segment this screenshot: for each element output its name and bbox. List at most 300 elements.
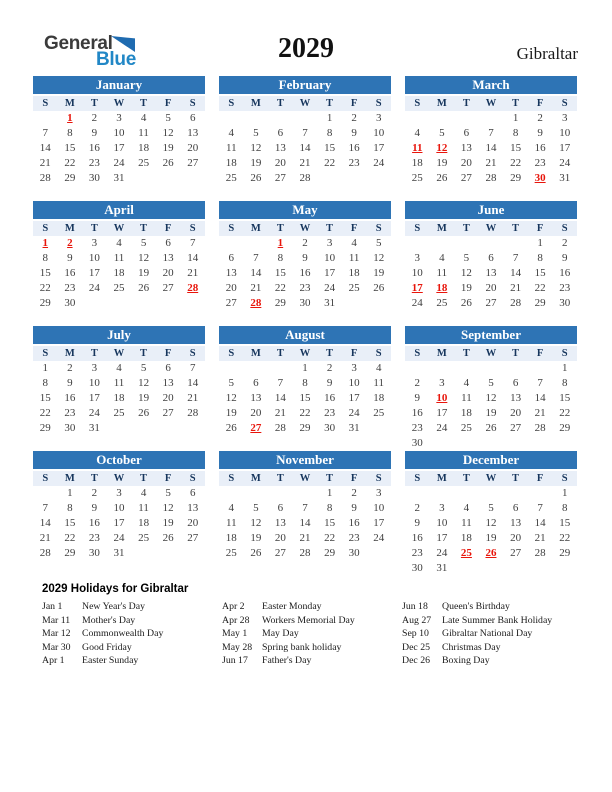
weekday-cell: T: [512, 223, 520, 234]
day-cell: 25: [436, 297, 448, 309]
month-title: July: [33, 326, 205, 344]
weekday-header: [219, 96, 391, 111]
day-cell: 25: [113, 282, 125, 294]
weekday-cell: T: [326, 348, 334, 359]
weekday-cell: M: [250, 473, 261, 484]
holiday-day-cell: 17: [411, 282, 423, 294]
empty-day-cell: [33, 111, 58, 126]
weekday-cell: M: [436, 98, 447, 109]
day-cell: 20: [162, 267, 174, 279]
empty-day-cell: [454, 111, 479, 126]
weekday-cell: S: [189, 98, 196, 109]
day-cell: 17: [88, 267, 100, 279]
day-cell: 7: [189, 362, 196, 374]
empty-day-cell: [528, 486, 553, 501]
day-cell: 7: [42, 502, 49, 514]
day-cell: 27: [460, 172, 472, 184]
day-cell: 2: [561, 237, 568, 249]
day-cell: 23: [534, 157, 546, 169]
day-cell: 22: [64, 532, 76, 544]
weekday-cell: S: [189, 223, 196, 234]
day-cell: 19: [485, 532, 497, 544]
day-cell: 8: [67, 502, 73, 514]
day-cell: 21: [250, 282, 262, 294]
empty-day-cell: [219, 361, 244, 376]
weekday-cell: F: [350, 473, 358, 484]
day-cell: 8: [42, 252, 49, 264]
day-cell: 6: [277, 127, 284, 139]
day-cell: 14: [39, 142, 51, 154]
day-cell: 3: [116, 487, 122, 499]
weekday-cell: F: [350, 98, 358, 109]
day-cell: 27: [225, 297, 237, 309]
holiday-date: Jun 18: [402, 601, 428, 612]
day-cell: 3: [375, 112, 382, 124]
day-cell: 1: [512, 112, 519, 124]
day-cell: 5: [439, 127, 445, 139]
day-cell: 6: [512, 502, 519, 514]
day-cell: 24: [113, 157, 125, 169]
weekday-cell: S: [375, 473, 382, 484]
day-cell: 2: [91, 487, 98, 499]
weekday-cell: F: [536, 348, 544, 359]
day-cell: 4: [463, 502, 470, 514]
day-cell: 25: [138, 532, 150, 544]
holiday-name: New Year's Day: [82, 601, 145, 612]
weekday-header: [219, 471, 391, 486]
day-cell: 18: [373, 392, 385, 404]
day-cell: 24: [113, 532, 125, 544]
holiday-item: [42, 654, 163, 668]
day-cell: 20: [162, 392, 174, 404]
day-cell: 13: [225, 267, 237, 279]
day-cell: 3: [326, 237, 333, 249]
day-cell: 20: [187, 142, 199, 154]
weekday-cell: T: [140, 98, 148, 109]
day-cell: 25: [373, 407, 385, 419]
day-cell: 21: [39, 532, 51, 544]
day-cell: 10: [436, 517, 448, 529]
day-cell: 17: [88, 392, 100, 404]
day-cell: 3: [561, 112, 568, 124]
holiday-day-cell: 12: [436, 142, 448, 154]
holiday-date: May 1: [222, 628, 248, 639]
month-days-grid: [219, 236, 391, 311]
empty-day-cell: [454, 236, 479, 251]
day-cell: 20: [187, 517, 199, 529]
holiday-item: [402, 600, 552, 614]
day-cell: 16: [559, 267, 571, 279]
weekday-cell: M: [64, 223, 75, 234]
day-cell: 26: [373, 282, 385, 294]
weekday-cell: T: [90, 348, 98, 359]
day-cell: 15: [274, 267, 286, 279]
empty-day-cell: [405, 236, 430, 251]
holiday-date: Jun 17: [222, 655, 248, 666]
day-cell: 22: [510, 157, 522, 169]
weekday-cell: F: [164, 473, 172, 484]
day-cell: 5: [463, 252, 470, 264]
day-cell: 1: [326, 487, 333, 499]
month-block: [33, 451, 205, 576]
weekday-cell: W: [113, 98, 125, 109]
month-days-grid: [33, 486, 205, 561]
day-cell: 26: [225, 422, 237, 434]
empty-day-cell: [528, 361, 553, 376]
day-cell: 4: [116, 237, 122, 249]
weekday-cell: W: [113, 223, 125, 234]
day-cell: 4: [351, 237, 357, 249]
day-cell: 25: [348, 282, 360, 294]
weekday-cell: M: [64, 473, 75, 484]
empty-day-cell: [405, 361, 430, 376]
day-cell: 25: [138, 157, 150, 169]
weekday-cell: S: [189, 348, 196, 359]
weekday-cell: F: [536, 98, 544, 109]
day-cell: 17: [559, 142, 571, 154]
empty-day-cell: [479, 111, 504, 126]
day-cell: 14: [187, 252, 199, 264]
empty-day-cell: [244, 486, 269, 501]
empty-day-cell: [479, 236, 504, 251]
month-days-grid: [219, 361, 391, 436]
weekday-cell: W: [299, 473, 311, 484]
day-cell: 27: [274, 547, 286, 559]
day-cell: 28: [299, 547, 311, 559]
weekday-cell: F: [164, 223, 172, 234]
day-cell: 11: [436, 267, 448, 279]
day-cell: 19: [138, 267, 150, 279]
day-cell: 29: [39, 422, 51, 434]
empty-day-cell: [503, 486, 528, 501]
day-cell: 15: [39, 267, 51, 279]
day-cell: 8: [537, 252, 543, 264]
weekday-cell: F: [536, 223, 544, 234]
day-cell: 7: [512, 252, 519, 264]
day-cell: 30: [299, 297, 311, 309]
holiday-item: [402, 614, 552, 628]
day-cell: 13: [162, 252, 174, 264]
day-cell: 15: [64, 517, 76, 529]
day-cell: 5: [253, 127, 259, 139]
holiday-item: [402, 627, 552, 641]
day-cell: 7: [537, 502, 543, 514]
weekday-cell: S: [228, 348, 235, 359]
day-cell: 14: [299, 142, 311, 154]
holiday-day-cell: 30: [534, 172, 546, 184]
day-cell: 10: [559, 127, 571, 139]
day-cell: 20: [510, 532, 522, 544]
day-cell: 23: [411, 422, 423, 434]
day-cell: 18: [113, 267, 125, 279]
holiday-name: Mother's Day: [82, 614, 136, 626]
empty-day-cell: [219, 486, 244, 501]
day-cell: 28: [39, 172, 51, 184]
day-cell: 21: [534, 532, 546, 544]
month-title: October: [33, 451, 205, 469]
day-cell: 6: [165, 237, 171, 249]
day-cell: 30: [64, 422, 76, 434]
day-cell: 24: [348, 407, 360, 419]
day-cell: 29: [39, 297, 51, 309]
weekday-cell: T: [276, 348, 284, 359]
day-cell: 17: [436, 407, 448, 419]
day-cell: 13: [485, 267, 497, 279]
day-cell: 13: [510, 517, 522, 529]
day-cell: 1: [561, 362, 568, 374]
month-block: [405, 201, 577, 326]
holiday-item: [222, 614, 355, 628]
weekday-cell: W: [485, 348, 497, 359]
day-cell: 11: [373, 377, 384, 389]
day-cell: 4: [228, 127, 235, 139]
weekday-cell: S: [42, 98, 49, 109]
holiday-date: Dec 26: [402, 655, 431, 666]
day-cell: 7: [253, 252, 259, 264]
logo-general-text: General: [44, 33, 113, 54]
day-cell: 23: [411, 547, 423, 559]
holiday-date: Aug 27: [402, 614, 432, 626]
month-title: May: [219, 201, 391, 219]
day-cell: 26: [162, 157, 174, 169]
day-cell: 11: [138, 127, 149, 139]
day-cell: 28: [39, 547, 51, 559]
holiday-date: Jan 1: [42, 601, 63, 612]
day-cell: 9: [537, 127, 543, 139]
day-cell: 18: [225, 532, 237, 544]
day-cell: 11: [113, 377, 125, 389]
weekday-cell: S: [42, 223, 49, 234]
day-cell: 21: [299, 532, 311, 544]
weekday-cell: S: [228, 98, 235, 109]
weekday-cell: S: [375, 223, 382, 234]
weekday-cell: T: [140, 473, 148, 484]
day-cell: 15: [64, 142, 76, 154]
day-cell: 31: [113, 547, 125, 559]
day-cell: 30: [411, 562, 423, 574]
day-cell: 29: [274, 297, 286, 309]
weekday-cell: W: [299, 98, 311, 109]
day-cell: 3: [439, 502, 445, 514]
holidays-section: [0, 583, 612, 670]
day-cell: 14: [39, 517, 51, 529]
weekday-cell: F: [350, 223, 358, 234]
month-days-grid: [405, 111, 577, 186]
day-cell: 13: [187, 127, 199, 139]
day-cell: 15: [510, 142, 522, 154]
day-cell: 12: [250, 142, 262, 154]
day-cell: 30: [559, 297, 571, 309]
month-block: [33, 201, 205, 326]
location-title: Gibraltar: [516, 44, 578, 63]
empty-day-cell: [503, 236, 528, 251]
day-cell: 18: [411, 157, 423, 169]
day-cell: 27: [162, 282, 174, 294]
month-title: December: [405, 451, 577, 469]
day-cell: 30: [64, 297, 76, 309]
weekday-cell: T: [90, 473, 98, 484]
day-cell: 20: [250, 407, 262, 419]
day-cell: 8: [302, 377, 308, 389]
holiday-item: [42, 641, 163, 655]
month-days-grid: [405, 236, 577, 311]
holiday-date: Sep 10: [402, 628, 429, 639]
month-block: [219, 451, 391, 576]
calendar-grid: [33, 76, 577, 576]
day-cell: 14: [274, 392, 286, 404]
day-cell: 19: [162, 142, 174, 154]
weekday-cell: M: [250, 223, 261, 234]
day-cell: 29: [299, 422, 311, 434]
day-cell: 7: [302, 502, 308, 514]
holiday-day-cell: 25: [460, 547, 472, 559]
day-cell: 12: [485, 517, 497, 529]
day-cell: 10: [113, 502, 125, 514]
holidays-column: [222, 600, 355, 668]
day-cell: 26: [485, 422, 497, 434]
empty-day-cell: [244, 361, 269, 376]
weekday-cell: S: [228, 473, 235, 484]
day-cell: 16: [88, 517, 100, 529]
day-cell: 27: [485, 297, 497, 309]
day-cell: 16: [348, 517, 360, 529]
day-cell: 14: [299, 517, 311, 529]
holiday-name: Gibraltar National Day: [442, 628, 533, 639]
month-block: [219, 326, 391, 451]
holiday-item: [402, 641, 552, 655]
day-cell: 3: [91, 237, 98, 249]
holiday-date: Apr 2: [222, 601, 245, 612]
weekday-cell: M: [250, 348, 261, 359]
weekday-cell: M: [64, 98, 75, 109]
day-cell: 10: [373, 502, 385, 514]
day-cell: 16: [88, 142, 100, 154]
day-cell: 4: [140, 112, 147, 124]
empty-day-cell: [430, 236, 455, 251]
day-cell: 12: [460, 267, 472, 279]
day-cell: 20: [510, 407, 522, 419]
day-cell: 30: [324, 422, 336, 434]
day-cell: 20: [274, 157, 286, 169]
month-title: March: [405, 76, 577, 94]
weekday-cell: T: [462, 348, 470, 359]
day-cell: 9: [326, 377, 333, 389]
day-cell: 15: [39, 392, 51, 404]
empty-day-cell: [219, 111, 244, 126]
day-cell: 13: [460, 142, 472, 154]
holiday-day-cell: 11: [412, 142, 423, 154]
weekday-cell: M: [436, 348, 447, 359]
day-cell: 24: [373, 157, 385, 169]
day-cell: 26: [138, 407, 150, 419]
day-cell: 28: [485, 172, 497, 184]
day-cell: 5: [253, 502, 259, 514]
holiday-item: [222, 600, 355, 614]
day-cell: 11: [225, 142, 237, 154]
day-cell: 17: [373, 517, 385, 529]
day-cell: 10: [113, 127, 125, 139]
day-cell: 1: [537, 237, 543, 249]
weekday-cell: S: [189, 473, 196, 484]
day-cell: 11: [348, 252, 360, 264]
logo-blue-text: Blue: [96, 49, 136, 70]
day-cell: 28: [187, 407, 199, 419]
empty-day-cell: [33, 486, 58, 501]
month-block: [405, 451, 577, 576]
day-cell: 28: [534, 547, 546, 559]
day-cell: 10: [324, 252, 336, 264]
day-cell: 21: [534, 407, 546, 419]
weekday-cell: W: [485, 473, 497, 484]
holiday-name: Easter Monday: [262, 601, 322, 612]
holiday-name: Queen's Birthday: [442, 601, 510, 612]
day-cell: 28: [274, 422, 286, 434]
day-cell: 23: [88, 157, 100, 169]
empty-day-cell: [430, 361, 455, 376]
day-cell: 2: [302, 237, 308, 249]
day-cell: 14: [250, 267, 262, 279]
empty-day-cell: [219, 236, 244, 251]
month-days-grid: [219, 111, 391, 186]
month-title: January: [33, 76, 205, 94]
month-title: February: [219, 76, 391, 94]
holiday-item: [402, 654, 552, 668]
month-title: April: [33, 201, 205, 219]
day-cell: 10: [348, 377, 360, 389]
day-cell: 12: [162, 127, 174, 139]
day-cell: 24: [324, 282, 336, 294]
weekday-cell: S: [375, 348, 382, 359]
day-cell: 27: [187, 157, 199, 169]
day-cell: 14: [534, 517, 546, 529]
holiday-day-cell: 10: [436, 392, 448, 404]
day-cell: 19: [162, 517, 174, 529]
day-cell: 13: [274, 517, 286, 529]
empty-day-cell: [479, 486, 504, 501]
month-block: [33, 326, 205, 451]
holiday-date: May 28: [222, 641, 253, 653]
day-cell: 25: [411, 172, 423, 184]
month-block: [33, 76, 205, 201]
day-cell: 1: [67, 487, 73, 499]
day-cell: 23: [324, 407, 336, 419]
day-cell: 31: [88, 422, 100, 434]
day-cell: 6: [189, 112, 196, 124]
day-cell: 16: [411, 532, 423, 544]
day-cell: 6: [228, 252, 235, 264]
day-cell: 15: [324, 142, 336, 154]
weekday-cell: T: [90, 223, 98, 234]
weekday-cell: W: [299, 348, 311, 359]
day-cell: 21: [485, 157, 497, 169]
day-cell: 16: [324, 392, 336, 404]
day-cell: 5: [140, 237, 147, 249]
month-days-grid: [405, 486, 577, 576]
weekday-header: [405, 471, 577, 486]
weekday-header: [405, 96, 577, 111]
weekday-cell: T: [276, 473, 284, 484]
day-cell: 3: [439, 377, 445, 389]
weekday-cell: S: [561, 98, 568, 109]
weekday-cell: S: [375, 98, 382, 109]
weekday-cell: T: [462, 223, 470, 234]
day-cell: 3: [116, 112, 122, 124]
empty-day-cell: [430, 486, 455, 501]
weekday-cell: W: [485, 98, 497, 109]
day-cell: 17: [373, 142, 385, 154]
day-cell: 18: [460, 532, 472, 544]
weekday-cell: F: [350, 348, 358, 359]
